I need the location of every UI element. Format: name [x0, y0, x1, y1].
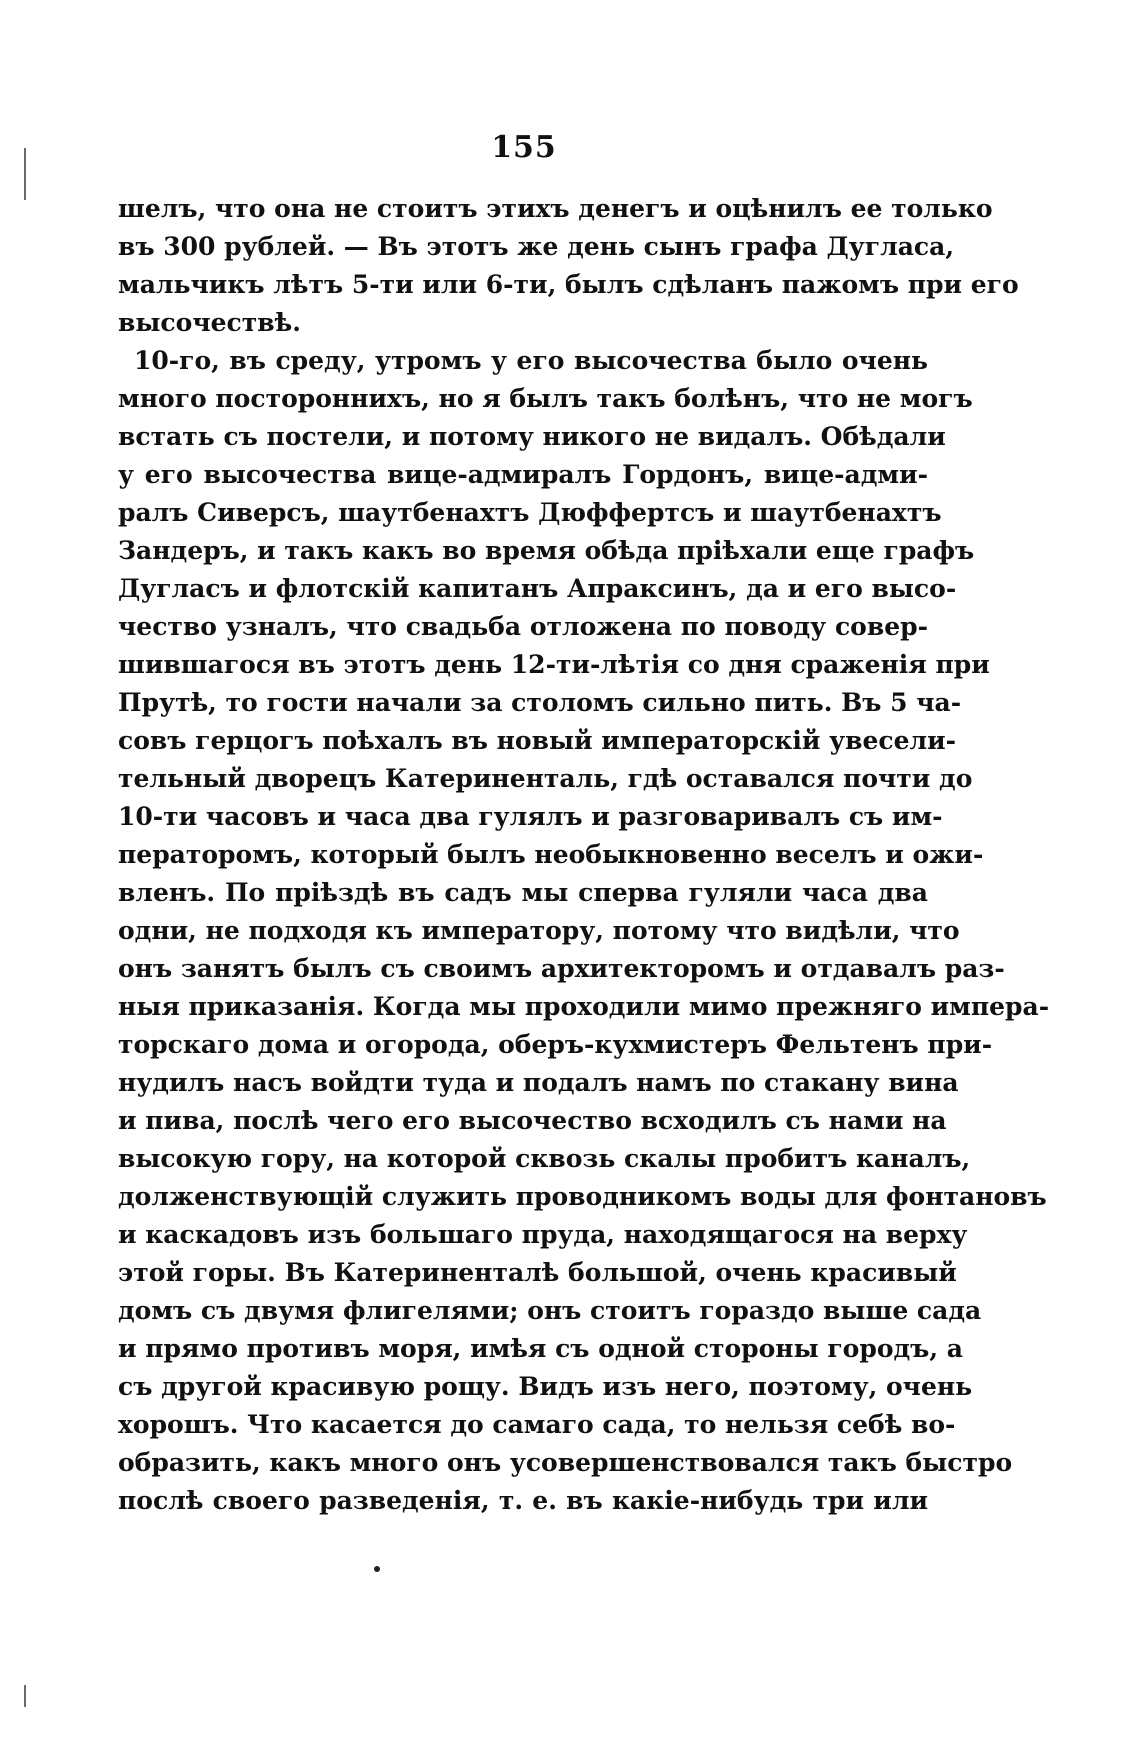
text-line: въ 300 рублей. — Въ этотъ же день сынъ графа Дугласа, [118, 232, 955, 261]
text-line: ныя приказанія. Когда мы проходили мимо прежняго импера- [118, 992, 1050, 1021]
scan-edge-mark-bottom [24, 1685, 26, 1707]
text-line: 10-го, въ среду, утромъ у его высочества было очень [134, 346, 928, 375]
text-line: хорошъ. Что касается до самаго сада, то нельзя себѣ во- [118, 1410, 956, 1439]
text-line: этой горы. Въ Катериненталѣ большой, очень красивый [118, 1258, 957, 1287]
text-line: ператоромъ, который былъ необыкновенно веселъ и ожи- [118, 840, 984, 869]
text-line: высокую гору, на которой сквозь скалы пробитъ каналъ, [118, 1144, 971, 1173]
text-line: много постороннихъ, но я былъ такъ болѣнъ, что не могъ [118, 384, 973, 413]
text-line: шившагося въ этотъ день 12-ти-лѣтія со дня сраженія при [118, 650, 990, 679]
text-line: онъ занятъ былъ съ своимъ архитекторомъ и отдавалъ раз- [118, 954, 1005, 983]
printer-dot [374, 1566, 380, 1572]
text-line: вленъ. По пріѣздѣ въ садъ мы сперва гуляли часа два [118, 878, 928, 907]
text-line: образить, какъ много онъ усовершенствовался такъ быстро [118, 1448, 1013, 1477]
text-line: ралъ Сиверсъ, шаутбенахтъ Дюффертсъ и шаутбенахтъ [118, 498, 942, 527]
text-line: и каскадовъ изъ большаго пруда, находящагося на верху [118, 1220, 968, 1249]
text-line: торскаго дома и огорода, оберъ-кухмистеръ Фельтенъ при- [118, 1030, 993, 1059]
body-text [118, 190, 1050, 1520]
text-line: нудилъ насъ войдти туда и подалъ намъ по стакану вина [118, 1068, 959, 1097]
text-line: 10-ти часовъ и часа два гулялъ и разговаривалъ съ им- [118, 802, 943, 831]
text-line: высочествѣ. [118, 308, 301, 337]
text-line: и прямо противъ моря, имѣя съ одной стороны городъ, а [118, 1334, 963, 1363]
text-line: Зандеръ, и такъ какъ во время обѣда пріѣхали еще графъ [118, 536, 975, 565]
text-line: совъ герцогъ поѣхалъ въ новый императорскій увесели- [118, 726, 957, 755]
text-line: чество узналъ, что свадьба отложена по поводу совер- [118, 612, 928, 641]
text-line: домъ съ двумя флигелями; онъ стоитъ гораздо выше сада [118, 1296, 982, 1325]
text-line: Дугласъ и флотскій капитанъ Апраксинъ, да и его высо- [118, 574, 957, 603]
text-line: и пива, послѣ чего его высочество всходилъ съ нами на [118, 1106, 947, 1135]
text-line: встать съ постели, и потому никого не видалъ. Обѣдали [118, 422, 946, 451]
text-line: тельный дворецъ Катериненталь, гдѣ оставался почти до [118, 764, 973, 793]
page-number: 155 [491, 130, 557, 165]
text-line: шелъ, что она не стоитъ этихъ денегъ и оцѣнилъ ее только [118, 194, 993, 223]
text-line: Прутѣ, то гости начали за столомъ сильно пить. Въ 5 ча- [118, 688, 962, 717]
text-line: долженствующій служить проводникомъ воды для фонтановъ [118, 1182, 1047, 1211]
text-line: съ другой красивую рощу. Видъ изъ него, поэтому, очень [118, 1372, 973, 1401]
text-line: мальчикъ лѣтъ 5-ти или 6-ти, былъ сдѣланъ пажомъ при его [118, 270, 1019, 299]
text-line: у его высочества вице-адмиралъ Гордонъ, вице-адми- [118, 460, 928, 489]
text-line: послѣ своего разведенія, т. е. въ какіе-нибудь три или [118, 1486, 928, 1515]
text-line: одни, не подходя къ императору, потому что видѣли, что [118, 916, 960, 945]
